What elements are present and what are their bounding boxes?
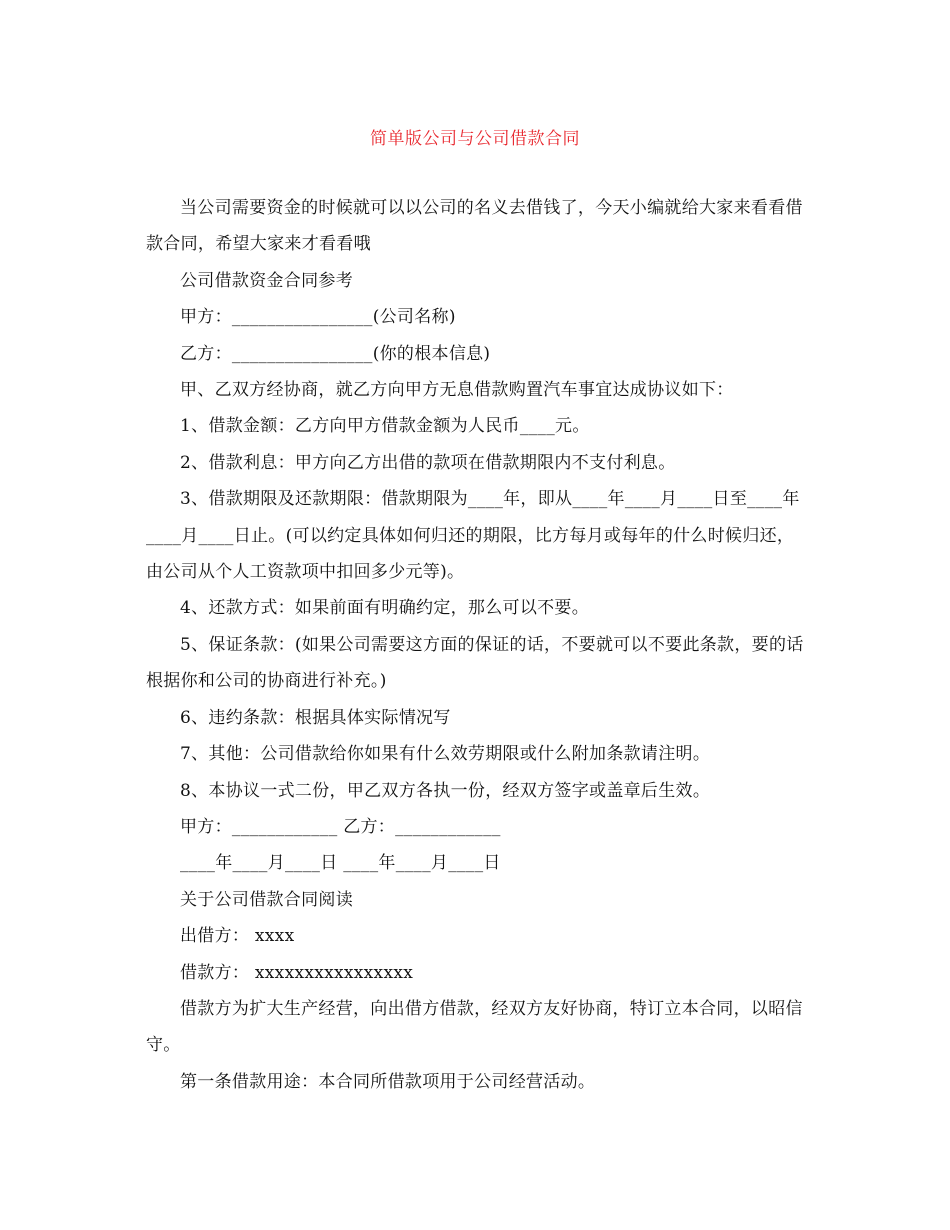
clause-2-interest: 2、借款利息：甲方向乙方出借的款项在借款期限内不支付利息。: [180, 452, 676, 473]
clause-6-breach: 6、违约条款：根据具体实际情况写: [180, 707, 451, 728]
purpose-paragraph: 借款方为扩大生产经营，向出借方借款，经双方友好协商，特订立本合同，以昭信守。: [146, 998, 803, 1056]
party-a-line: 甲方：________________(公司名称): [180, 307, 456, 328]
signature-line: 甲方：____________ 乙方：____________: [180, 816, 501, 837]
party-b-line: 乙方：________________(你的根本信息): [180, 343, 491, 364]
clause-4-repayment: 4、还款方式：如果前面有明确约定，那么可以不要。: [180, 598, 590, 619]
agreement-preamble: 甲、乙双方经协商，就乙方向甲方无息借款购置汽车事宜达成协议如下：: [180, 380, 734, 401]
article-1: 第一条借款用途：本合同所借款项用于公司经营活动。: [180, 1071, 596, 1092]
section-heading: 关于公司借款合同阅读: [180, 889, 353, 910]
borrower-line: 借款方： xxxxxxxxxxxxxxxx: [180, 962, 414, 983]
intro-paragraph: 当公司需要资金的时候就可以以公司的名义去借钱了，今天小编就给大家来看看借款合同，希望大家来才看看哦: [146, 198, 803, 255]
contract-reference-heading: 公司借款资金合同参考: [180, 270, 353, 291]
document-title: 简单版公司与公司借款合同: [370, 129, 580, 149]
document-body: [146, 190, 810, 1100]
clause-1-loan-amount: 1、借款金额：乙方向甲方借款金额为人民币____元。: [180, 416, 590, 437]
lender-line: 出借方： xxxx: [180, 926, 295, 947]
clause-3-term: 3、借款期限及还款期限：借款期限为____年，即从____年____月____日至____年____月____日止。(可以约定具体如何归还的期限，比方每月或每年的什么时候归还，由公司从个人工资款项中扣回多少元等)。: [146, 489, 800, 583]
date-line: ____年____月____日 ____年____月____日: [180, 853, 501, 874]
clause-7-other: 7、其他：公司借款给你如果有什么效劳期限或什么附加条款请注明。: [180, 744, 711, 765]
clause-8-copies: 8、本协议一式二份，甲乙双方各执一份，经双方签字或盖章后生效。: [180, 780, 711, 801]
clause-5-guarantee: 5、保证条款：(如果公司需要这方面的保证的话，不要就可以不要此条款，要的话根据你和公司的协商进行补充。): [146, 634, 804, 692]
